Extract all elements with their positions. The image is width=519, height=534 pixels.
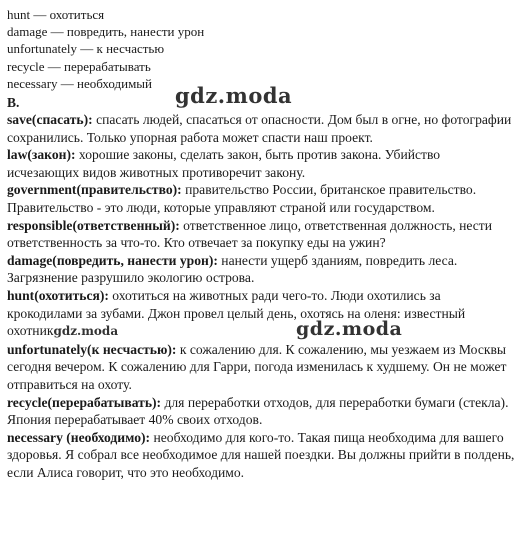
entry-term: damage(повредить, нанести урон): <box>7 252 218 268</box>
entry-hunt <box>7 287 515 341</box>
entry-text: для переработки отходов, для переработки бумаги (стекла). Япония перерабатывает 40% своих отходов. <box>7 394 509 428</box>
entry-text: необходимо для кого-то. Такая пища необходима для вашего здоровья. Я собрал все необходимое для нашей поездки. Вы должны прийти в полдень, если Алиса говорит, что это необходимо. <box>7 429 515 480</box>
entry-term: recycle(перерабатывать): <box>7 394 162 410</box>
entry-necessary <box>7 429 515 482</box>
entry-text: спасать людей, спасаться от опасности. Дом был в огне, но фотографии сохранились. Только упорная работа может спасти наш проект. <box>7 112 512 145</box>
word-entries <box>7 111 515 481</box>
entry-term: save(спасать): <box>7 112 93 127</box>
entry-recycle <box>7 394 515 429</box>
vocabulary-item: recycle — перерабатывать <box>7 58 151 74</box>
section-letter: B. <box>7 95 20 110</box>
entry-law <box>7 146 515 181</box>
entry-term: responsible(ответственный): <box>7 217 180 233</box>
entry-save <box>7 111 515 146</box>
entry-unfortunately <box>7 341 515 394</box>
entry-government <box>7 181 515 216</box>
entry-text: ответственное лицо, ответственная должность, нести ответственность за что-то. Кто отвечает за покупку еды на ужин? <box>7 217 493 251</box>
entry-text: хорошие законы, сделать закон, быть против закона. Убийство исчезающих видов животных противоречит закону. <box>7 147 441 180</box>
vocabulary-item: hunt — охотиться <box>7 7 105 22</box>
entry-text: охотиться на животных ради чего-то. Люди охотились за крокодилами за зубами. Джон провел целый день, охотясь на оленя: известный охотник <box>7 287 466 339</box>
entry-term: government(правительство): <box>7 182 182 198</box>
inline-watermark: gdz.moda <box>53 324 119 339</box>
vocabulary-list <box>7 6 204 92</box>
entry-responsible <box>7 217 515 252</box>
entry-term: unfortunately(к несчастью): <box>7 341 177 357</box>
entry-term: hunt(охотиться): <box>7 287 109 303</box>
vocabulary-item: unfortunately — к несчастью <box>7 41 165 57</box>
entry-term: necessary (необходимо): <box>7 429 151 445</box>
entry-text: к сожалению для. К сожалению, мы уезжаем из Москвы сегодня вечером. К сожалению для Гарри, погода изменилась к худшему. Он не может отправиться на охоту. <box>7 341 507 392</box>
vocabulary-item: damage — повредить, нанести урон <box>7 24 205 40</box>
entry-term: law(закон): <box>7 147 76 163</box>
entry-text: нанести ущерб зданиям, повредить леса. Загрязнение разрушило экологию острова. <box>7 252 458 286</box>
entry-text: правительство России, британское правительство. Правительство - это люди, которые управляют страной или государством. <box>7 182 477 215</box>
watermark-top: gdz.moda <box>175 83 293 108</box>
vocabulary-item: necessary — необходимый <box>7 75 152 91</box>
entry-damage <box>7 252 515 287</box>
watermark-middle: gdz.moda <box>296 318 403 340</box>
